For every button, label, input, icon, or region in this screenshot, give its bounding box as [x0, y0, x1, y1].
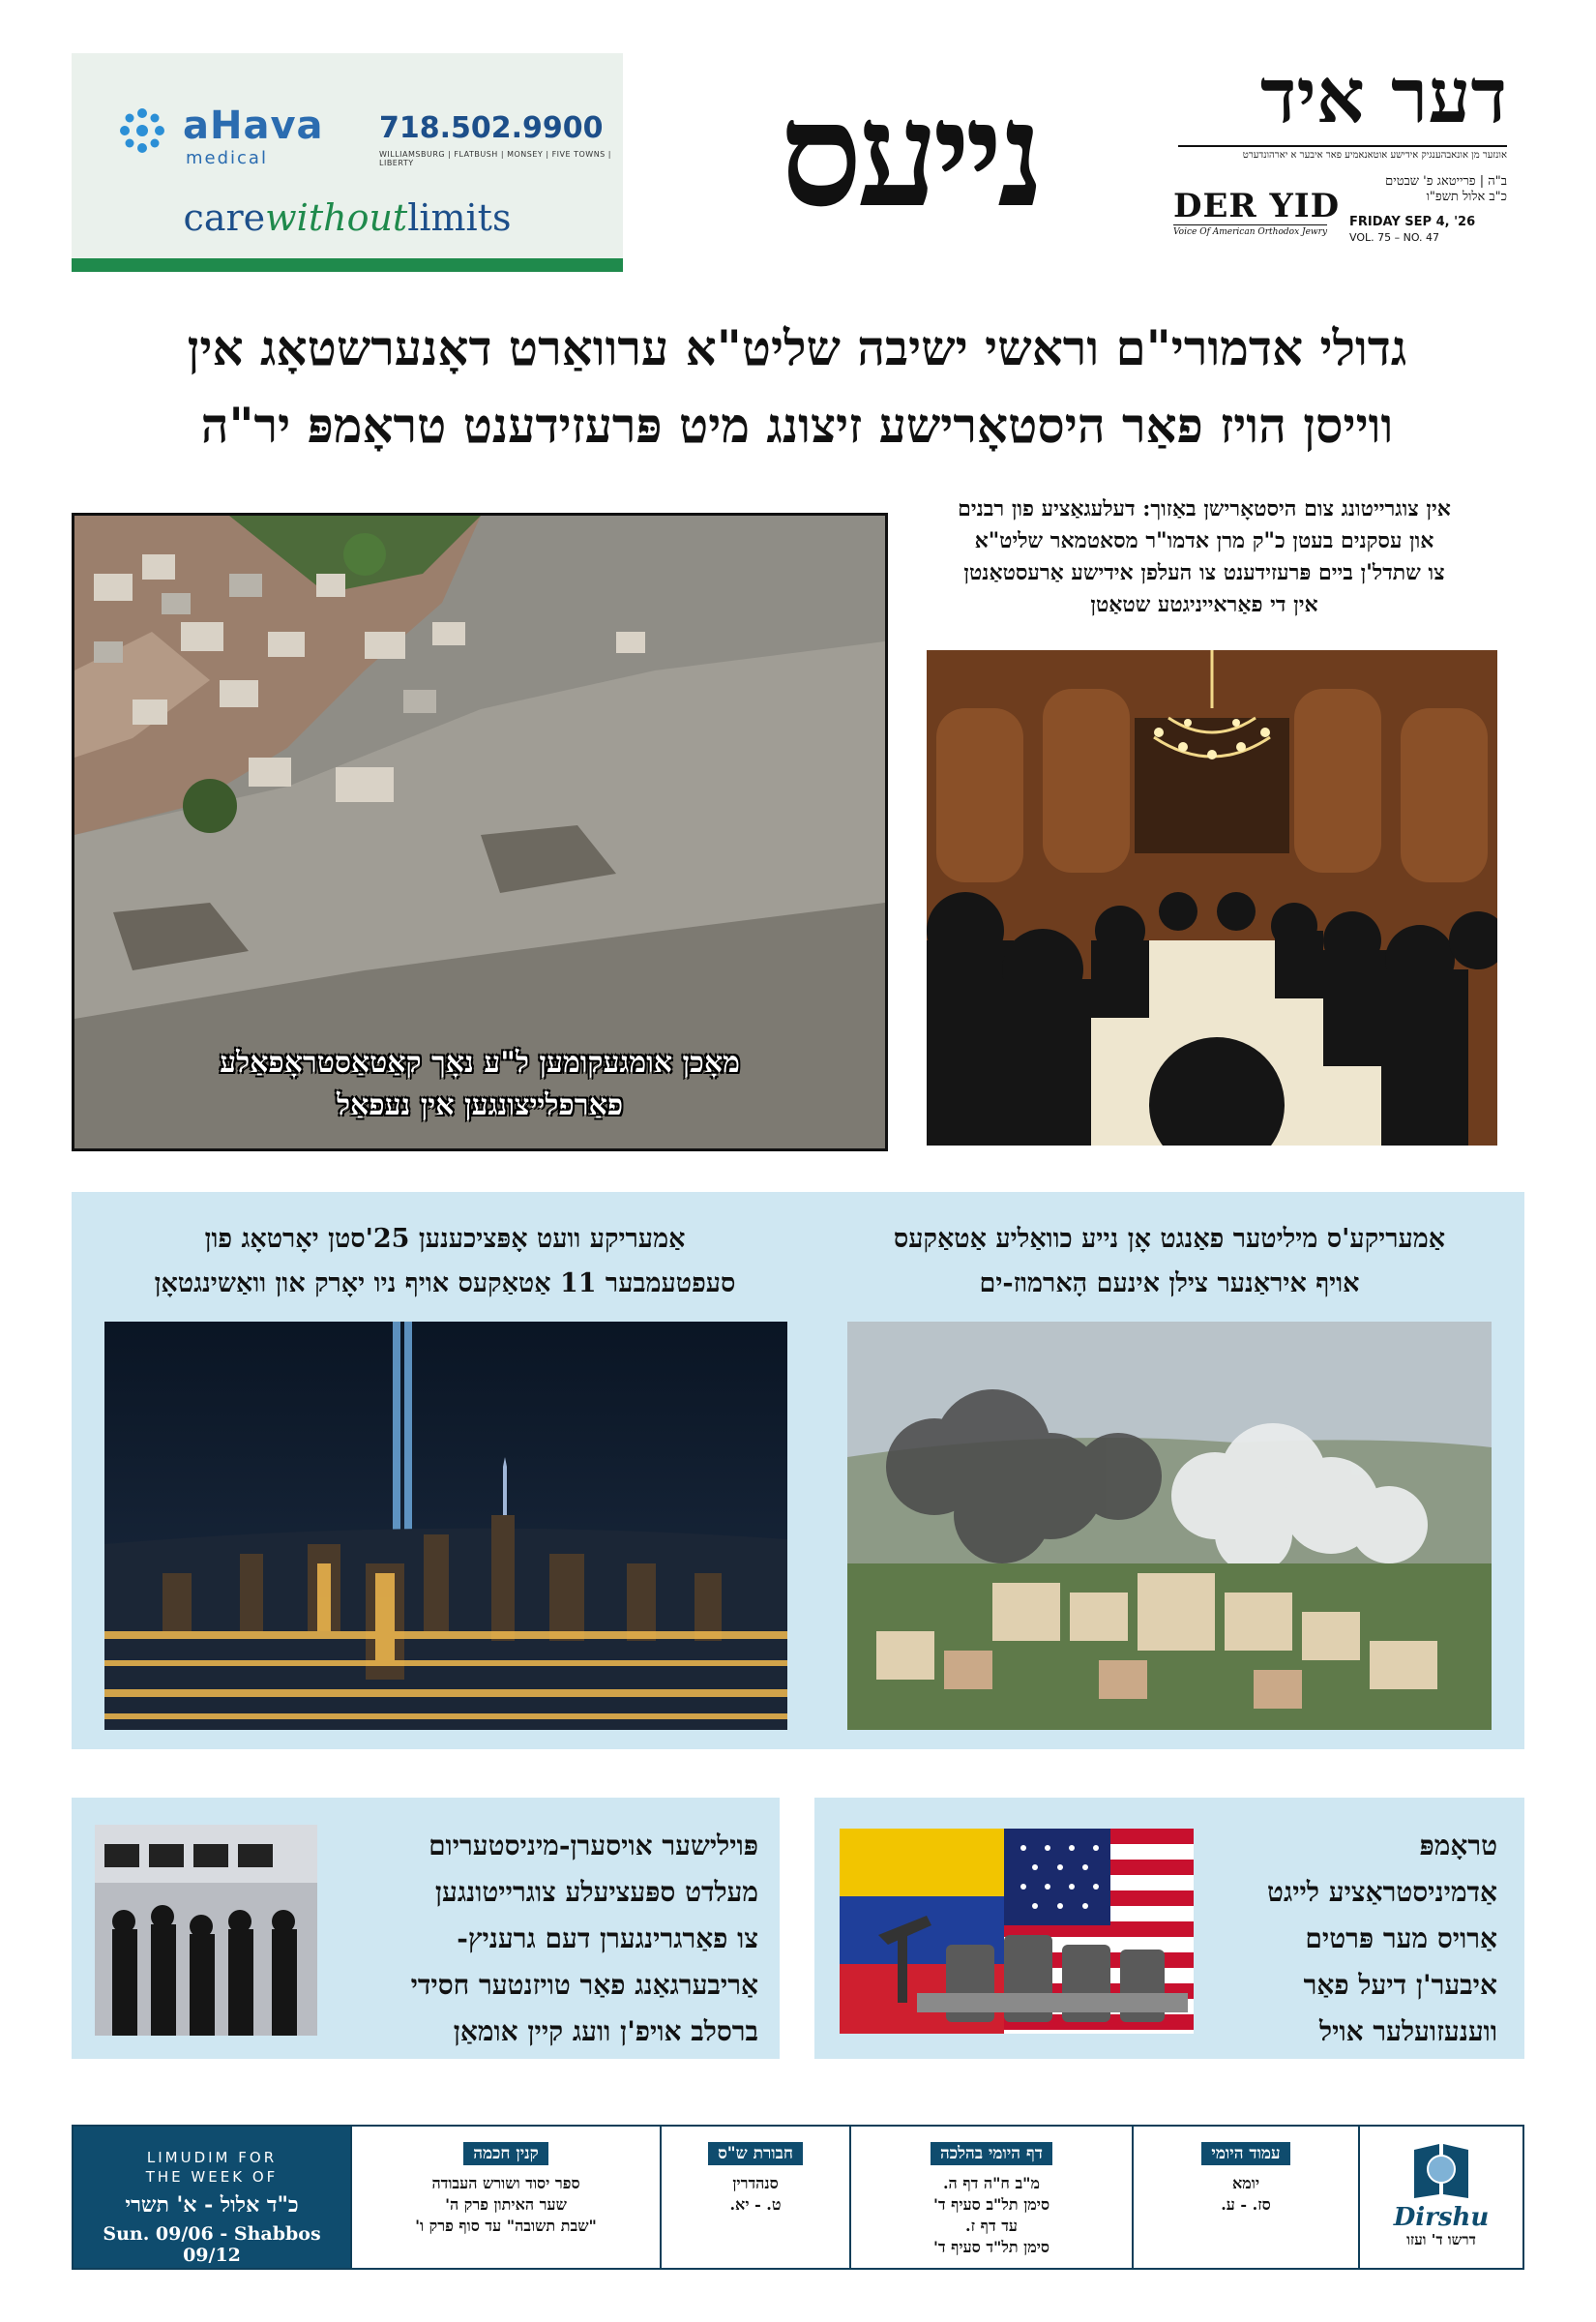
- venezuela-oil-story[interactable]: [814, 1798, 1524, 2059]
- masthead-title: דער איד: [1259, 52, 1507, 140]
- flood-caption: [74, 1042, 885, 1127]
- ad-phone: 718.502.9900: [379, 111, 604, 145]
- limudim-english-range: Sun. 09/06 - Shabbos 09/12: [103, 2223, 321, 2266]
- limudim-column-amud-hayomi: [1132, 2127, 1358, 2268]
- flood-caption-line-1: מאָכן אומגעקומען ל"ע נאָך קאַטאַסטראָפאַלע: [220, 1046, 740, 1080]
- hebrew-date-line-2: כ"ב אלול תשפ"ו: [1426, 190, 1507, 204]
- tribute-in-light-photo: [104, 1322, 787, 1730]
- sept-11-headline-line-1: אַמעריקע וועט אָפּציכענען 25'סטן יאָרטאָג פון: [204, 1224, 686, 1254]
- ahava-logo-icon: [115, 104, 169, 158]
- meeting-text-line-2: און עסקנים בעטן כ"ק מרן אדמו"ר מסאטמאר שליט"א: [974, 528, 1434, 553]
- breslov-border-headline: [333, 1823, 758, 2055]
- limudim-column-chaburas-shas: [660, 2127, 849, 2268]
- ad-brand: aHava: [183, 104, 324, 148]
- meeting-text-line-4: אין די פאַראייניגטע שטאַטן: [1090, 592, 1318, 617]
- limudim-hebrew-range: כ"ד אלול - א' תשרי: [125, 2192, 299, 2218]
- dirshu-book-icon: [1410, 2140, 1472, 2200]
- us-venezuela-oil-image: [840, 1829, 1194, 2034]
- venezuela-oil-headline: [1197, 1823, 1497, 2055]
- breslov-line-5: ברסלב אויפ'ן וועג קיין אומאַן: [453, 2015, 758, 2047]
- ad-tagline-end: limits: [407, 196, 512, 239]
- nyc-skyline-image: [104, 1322, 787, 1730]
- limudim-label-2: THE WEEK OF: [145, 2168, 279, 2186]
- dirshu-name: Dirshu: [1393, 2203, 1490, 2232]
- ad-brand-sub: medical: [186, 148, 268, 168]
- oil-flags-photo: [840, 1829, 1194, 2034]
- meeting-room-image: [927, 650, 1497, 1146]
- english-date: FRIDAY SEP 4, '26: [1349, 215, 1476, 229]
- dirshu-logo[interactable]: [1358, 2127, 1522, 2268]
- ad-tagline: [72, 196, 623, 239]
- limudim-column-body: סנהדרין ט. - יא.: [729, 2174, 782, 2214]
- iran-strikes-headline: [834, 1217, 1505, 1306]
- dirshu-slogan: דרשו ד' ועזו: [1406, 2231, 1476, 2248]
- ad-locations: WILLIAMSBURG | FLATBUSH | MONSEY | FIVE TOWNS | LIBERTY: [379, 150, 611, 167]
- volume-number: VOL. 75 – NO. 47: [1349, 231, 1440, 244]
- main-headline[interactable]: [72, 310, 1522, 464]
- breslov-border-story[interactable]: [72, 1798, 780, 2059]
- masthead-voice: Voice Of American Orthodox Jewry: [1173, 224, 1327, 237]
- limudim-column-tag: קנין חכמה: [463, 2142, 548, 2165]
- masthead-brand: [1166, 53, 1528, 256]
- iran-strikes-story[interactable]: [814, 1192, 1524, 1749]
- venezuela-line-1: טראָמפּ: [1419, 1830, 1497, 1861]
- limudim-label: [74, 2148, 350, 2187]
- limudim-column-daf-halacha: [849, 2127, 1132, 2268]
- iran-strikes-headline-line-1: אַמעריקע'ס מיליטער פאַנגט אָן נייע כוואַליע אַטאַקעס: [893, 1224, 1446, 1254]
- limudim-column-body: יומא סז. - ע.: [1221, 2174, 1271, 2214]
- breslov-line-2: מעלדט ספּעציעלע צוגרייטונגען: [434, 1876, 758, 1908]
- meeting-story-text[interactable]: [909, 493, 1499, 621]
- sept-11-headline-line-2: סעפטעמבער 11 אַטאַקעס אויף ניו יאָרק און וואַשינגטאָן: [154, 1268, 736, 1298]
- smoke-over-town-image: [847, 1322, 1492, 1730]
- ahava-medical-ad[interactable]: [72, 53, 623, 272]
- meeting-text-line-3: צו שתדל'ן ביים פּרעזידענט צו העלפן אידישע אַרעסטאַנטן: [963, 560, 1445, 585]
- limudim-week-box: [74, 2127, 350, 2268]
- venezuela-line-2: אַדמיניסטראַציע לייגט: [1267, 1876, 1497, 1908]
- airport-terminal-image: [95, 1825, 317, 2036]
- masthead-subtitle: אונזער מן אונאבהענגיק אידישע אוטאנאמיע פאר איבער א יארהונדערט: [1178, 145, 1507, 161]
- venezuela-line-3: אַרויס מער פּרטים: [1305, 1922, 1497, 1954]
- venezuela-line-4: איבער'ן דיעל פאַר: [1303, 1969, 1497, 2001]
- meeting-text-line-1: אין צוגרייטונג צום היסטאָרישן באַזוך: דעלעגאַציע פון רבנים: [958, 496, 1451, 521]
- limudim-column-body: מ"ב ח"ה דף ה. סימן תל"ב סעיף ד' עד דף ז. סימן תל"ד סעיף ד': [932, 2174, 1050, 2256]
- masthead-english-name: DER YID: [1173, 187, 1341, 225]
- limudim-column-tag: דף היומי בהלכה: [931, 2142, 1052, 2165]
- rabbinic-meeting-photo[interactable]: [927, 650, 1497, 1146]
- hebrew-date-line-1: ב"ה | פרייטאג פ' שבטים: [1385, 174, 1507, 189]
- breslov-line-1: פּוילישער אויסערן-מיניסטעריום: [429, 1830, 758, 1861]
- limudim-column-tag: עמוד היומי: [1201, 2142, 1289, 2165]
- limudim-column-body: ספר יסוד ושורש העבודה שער האיתון פרק ה' "שבת תשובה" עד סוף פרק ו': [415, 2174, 597, 2235]
- limudim-schedule: [72, 2125, 1524, 2270]
- headline-line-1: גדולי אדמורי"ם וראשי ישיבה שליט"א ערוואַרט דאָנערשטאָג אין: [187, 319, 1407, 376]
- ad-tagline-mid: without: [265, 196, 408, 239]
- nepal-flood-photo[interactable]: [72, 513, 888, 1151]
- ad-tagline-start: care: [183, 196, 266, 239]
- breslov-line-3: צו פאַרגרינגערן דעם גרעניץ-: [457, 1922, 758, 1954]
- flood-caption-line-2: פאַרפלייצונגען אין נעפאַל: [336, 1088, 624, 1122]
- limudim-label-1: LIMUDIM FOR: [146, 2149, 278, 2166]
- limudim-column-tag: חבורת ש"ס: [708, 2142, 803, 2165]
- breslov-line-4: אַריבערגאַנג פאַר טויזנטער חסידי: [410, 1969, 758, 2001]
- sept-11-headline: [91, 1217, 799, 1306]
- sept-11-story[interactable]: [72, 1192, 818, 1749]
- headline-line-2: ווייסן הויז פאַר היסטאָרישע זיצונג מיט פּרעזידענט טראָמפּ יר"ה: [200, 397, 1394, 454]
- airport-crowd-photo: [95, 1825, 317, 2036]
- hebrew-date: [1385, 174, 1507, 205]
- airstrike-smoke-photo: [847, 1322, 1492, 1730]
- limudim-column-kinyan-chochma: [350, 2127, 660, 2268]
- iran-strikes-headline-line-2: אויף איראַנער צילן אינעם הָארמוז-ים: [979, 1268, 1360, 1298]
- venezuela-line-5: ווענעזועלער אויל: [1319, 2015, 1497, 2047]
- nameplate: נייעס: [780, 70, 1039, 240]
